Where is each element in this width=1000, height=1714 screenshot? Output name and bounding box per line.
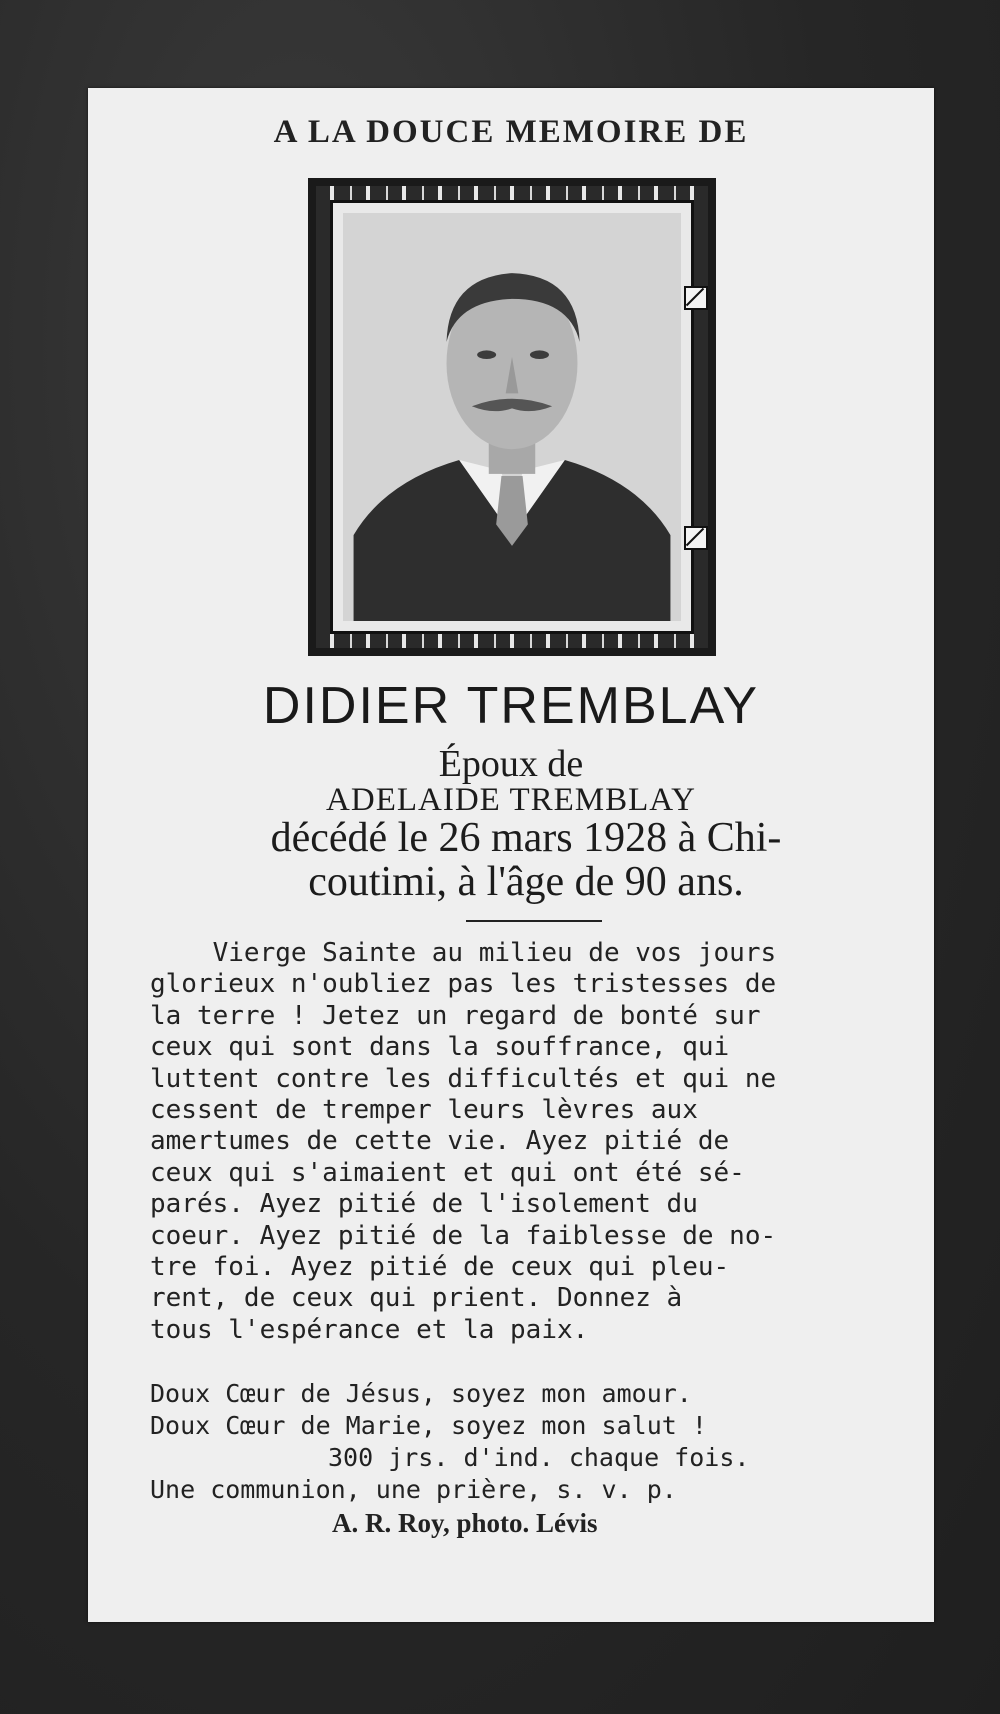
frame-corner-ornament	[684, 286, 708, 310]
prayer-line: la terre ! Jetez un regard de bonté sur	[150, 1000, 761, 1031]
death-notice-line-1: décédé le 26 mars 1928 à Chi-	[270, 815, 782, 861]
frame-corner-ornament	[684, 526, 708, 550]
prayer-text	[150, 938, 850, 1346]
prayer-line: coeur. Ayez pitié de la faiblesse de no-	[150, 1220, 777, 1251]
prayer-request: Une communion, une prière, s. v. p.	[150, 1475, 677, 1504]
photo-credit: A. R. Roy, photo. Lévis	[332, 1508, 598, 1538]
prayer-line: rent, de ceux qui prient. Donnez à	[150, 1283, 683, 1314]
closing-invocations	[150, 1378, 870, 1506]
indulgence-note: 300 jrs. d'ind. chaque fois.	[328, 1443, 750, 1472]
card-heading: A LA DOUCE MEMOIRE DE	[273, 114, 749, 150]
portrait-figure	[343, 213, 681, 621]
prayer-line: tre foi. Ayez pitié de ceux qui pleu-	[150, 1252, 730, 1283]
prayer-line: glorieux n'oubliez pas les tristesses de	[150, 969, 777, 1000]
prayer-line: cessent de tremper leurs lèvres aux	[150, 1095, 698, 1126]
prayer-line: parés. Ayez pitié de l'isolement du	[150, 1189, 698, 1220]
memorial-card	[88, 88, 934, 1622]
divider-rule	[466, 920, 602, 922]
prayer-line: ceux qui sont dans la souffrance, qui	[150, 1032, 730, 1063]
prayer-line: tous l'espérance et la paix.	[150, 1314, 589, 1345]
invocation-jesus: Doux Cœur de Jésus, soyez mon amour.	[150, 1379, 692, 1408]
prayer-line: Vierge Sainte au milieu de vos jours	[150, 938, 777, 968]
portrait-frame	[308, 178, 716, 656]
prayer-line: luttent contre les difficultés et qui ne	[150, 1063, 777, 1094]
spouse-name: ADELAIDE TREMBLAY	[326, 782, 696, 818]
prayer-line: amertumes de cette vie. Ayez pitié de	[150, 1126, 730, 1157]
death-notice-line-2: coutimi, à l'âge de 90 ans.	[308, 859, 744, 905]
deceased-name: DIDIER TREMBLAY	[262, 677, 760, 735]
portrait-photo	[343, 213, 681, 621]
frame-mat	[330, 200, 694, 634]
prayer-line: ceux qui s'aimaient et qui ont été sé-	[150, 1157, 745, 1188]
invocation-marie: Doux Cœur de Marie, soyez mon salut !	[150, 1411, 707, 1440]
spouse-label: Époux de	[438, 743, 584, 785]
